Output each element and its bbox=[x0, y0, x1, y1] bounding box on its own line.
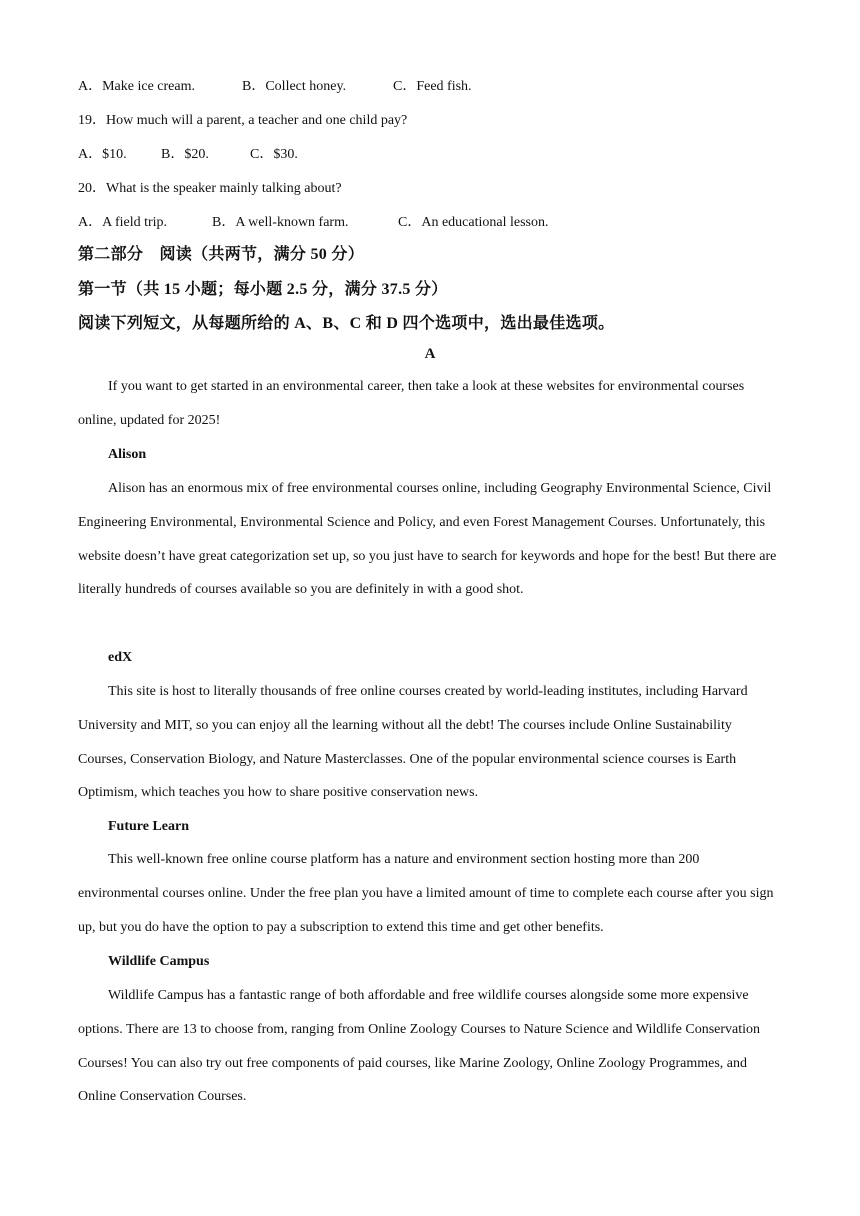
q18-option-a: A．Make ice cream. bbox=[78, 79, 195, 94]
passage-intro: If you want to get started in an environmental career, then take a look at these websites for environmental courses online, updated for 2025! bbox=[78, 379, 745, 428]
instruction-text: 阅读下列短文，从每题所给的 A、B、C 和 D 四个选项中，选出最佳选项。 bbox=[78, 315, 615, 332]
q20-question: 20．What is the speaker mainly talking about? bbox=[78, 181, 342, 196]
item-heading-future-learn: Future Learn bbox=[108, 819, 190, 834]
q19-option-c: C．$30. bbox=[250, 147, 298, 162]
item-heading-wildlife-campus: Wildlife Campus bbox=[108, 954, 210, 969]
q19-options bbox=[78, 143, 298, 163]
q18-option-c: C．Feed fish. bbox=[393, 79, 472, 94]
q19-option-b: B．$20. bbox=[161, 147, 209, 162]
q20-options bbox=[78, 211, 548, 231]
sub-section-title: 第一节（共 15 小题；每小题 2.5 分，满分 37.5 分） bbox=[78, 281, 448, 298]
q18-option-b: B．Collect honey. bbox=[242, 79, 347, 94]
part-title: 第二部分 阅读（共两节，满分 50 分） bbox=[78, 246, 365, 263]
q18-options bbox=[78, 75, 472, 95]
q19-option-a: A．$10. bbox=[78, 147, 127, 162]
item-heading-edx: edX bbox=[108, 650, 133, 665]
passage-label: A bbox=[424, 346, 436, 362]
item-text-future-learn: This well-known free online course platform has a nature and environment section hosting more than 200 environmental courses online. Under the free plan you have a limited amount of time to complete each course after you sign up, but you do have the option to pay a subscription to extend this time and get other benefits. bbox=[78, 852, 774, 935]
item-text-wildlife-campus: Wildlife Campus has a fantastic range of both affordable and free wildlife courses alongside some more expensive options. There are 13 to choose from, ranging from Online Zoology Courses to Nature Science and Wildlife Conservation Courses! You can also try out free components of paid courses, like Marine Zoology, Online Zoology Programmes, and Online Conservation Courses. bbox=[78, 988, 761, 1105]
q20-option-c: C．An educational lesson. bbox=[398, 215, 549, 230]
item-heading-alison: Alison bbox=[108, 447, 147, 462]
q19-question: 19．How much will a parent, a teacher and one child pay? bbox=[78, 113, 408, 128]
item-text-alison: Alison has an enormous mix of free environmental courses online, including Geography Environmental Science, Civil Engineering Environmental, Environmental Science and Policy, and even Forest Management Courses. Unfortunately, this website doesn’t have great categorization set up, so you just have to search for keywords and hope for the best! But there are literally hundreds of courses available so you are definitely in with a good shot. bbox=[78, 481, 777, 598]
item-text-edx: This site is host to literally thousands of free online courses created by world-leading institutes, including Harvard University and MIT, so you can enjoy all the learning without all the debt! The courses include Online Sustainability Courses, Conservation Biology, and Nature Masterclasses. One of the popular environmental science courses is Earth Optimism, which teaches you how to share positive conservation news. bbox=[78, 684, 748, 801]
q20-option-a: A．A field trip. bbox=[78, 215, 168, 230]
q20-option-b: B．A well-known farm. bbox=[212, 215, 349, 230]
